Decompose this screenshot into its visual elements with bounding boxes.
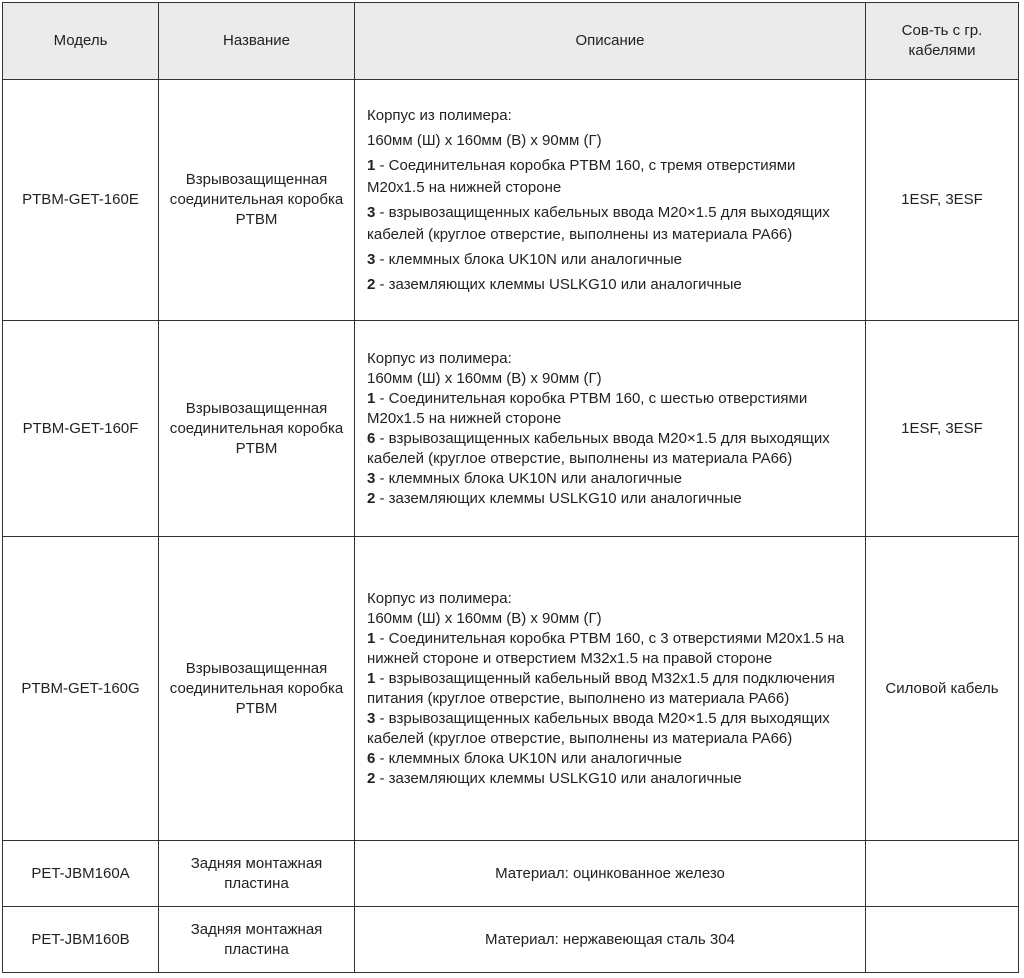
description-line: Корпус из полимера:	[367, 589, 512, 607]
description-line: Материал: нержавеющая сталь 304	[485, 930, 735, 948]
model-cell: PET-JBM160B	[3, 907, 159, 973]
table-row	[3, 321, 1019, 537]
description-line: 2 - заземляющих клеммы USLKG10 или аналогичные	[367, 275, 742, 293]
description-line: 6 - взрывозащищенных кабельных ввода M20×1.5 для выходящих кабелей (круглое отверстие, выполнены из материала PA66)	[367, 429, 830, 467]
description-cell	[355, 321, 866, 537]
compat-cell	[866, 841, 1019, 907]
description-line: 3 - взрывозащищенных кабельных ввода M20×1.5 для выходящих кабелей (круглое отверстие, выполнены из материала PA66)	[367, 203, 830, 243]
description-cell	[355, 907, 866, 973]
description-line: Корпус из полимера:	[367, 106, 512, 124]
table-row	[3, 537, 1019, 841]
name-cell: Задняя монтажная пластина	[159, 841, 355, 907]
description-line: 1 - Соединительная коробка PTBM 160, с тремя отверстиями M20x1.5 на нижней стороне	[367, 156, 796, 196]
header-name: Название	[159, 3, 355, 80]
header-compat: Сов-ть с гр. кабелями	[866, 3, 1019, 80]
model-cell: PTBM-GET-160E	[3, 80, 159, 321]
description-line: 160мм (Ш) х 160мм (В) х 90мм (Г)	[367, 131, 602, 149]
compat-cell: 1ESF, 3ESF	[866, 80, 1019, 321]
name-cell: Задняя монтажная пластина	[159, 907, 355, 973]
description-line: 6 - клеммных блока UK10N или аналогичные	[367, 749, 682, 767]
description-line: 1 - Соединительная коробка PTBM 160, с 3 отверстиями M20x1.5 на нижней стороне и отверстием M32x1.5 на правой стороне	[367, 629, 845, 667]
description-cell	[355, 80, 866, 321]
table-row	[3, 80, 1019, 321]
description-line: 1 - Соединительная коробка PTBM 160, с шестью отверстиями M20x1.5 на нижней стороне	[367, 389, 808, 427]
description-cell	[355, 841, 866, 907]
name-cell: Взрывозащищенная соединительная коробка PTBM	[159, 80, 355, 321]
description-line: Материал: оцинкованное железо	[495, 864, 725, 882]
description-line: 3 - клеммных блока UK10N или аналогичные	[367, 469, 682, 487]
description-line: 1 - взрывозащищенный кабельный ввод M32x1.5 для подключения питания (круглое отверстие, выполнено из материала PA66)	[367, 669, 835, 707]
description-line: 160мм (Ш) х 160мм (В) х 90мм (Г)	[367, 609, 602, 627]
table-header-row	[3, 3, 1019, 80]
table-row	[3, 841, 1019, 907]
description-line: Корпус из полимера:	[367, 349, 512, 367]
model-cell: PTBM-GET-160F	[3, 321, 159, 537]
name-cell: Взрывозащищенная соединительная коробка PTBM	[159, 537, 355, 841]
compat-cell	[866, 907, 1019, 973]
description-line: 2 - заземляющих клеммы USLKG10 или аналогичные	[367, 489, 742, 507]
product-spec-table	[2, 2, 1019, 973]
name-cell: Взрывозащищенная соединительная коробка PTBM	[159, 321, 355, 537]
description-line: 160мм (Ш) х 160мм (В) х 90мм (Г)	[367, 369, 602, 387]
compat-cell: Силовой кабель	[866, 537, 1019, 841]
model-cell: PET-JBM160A	[3, 841, 159, 907]
header-model: Модель	[3, 3, 159, 80]
description-line: 3 - взрывозащищенных кабельных ввода M20×1.5 для выходящих кабелей (круглое отверстие, выполнены из материала PA66)	[367, 709, 830, 747]
description-cell	[355, 537, 866, 841]
description-line: 3 - клеммных блока UK10N или аналогичные	[367, 250, 682, 268]
model-cell: PTBM-GET-160G	[3, 537, 159, 841]
compat-cell: 1ESF, 3ESF	[866, 321, 1019, 537]
description-line: 2 - заземляющих клеммы USLKG10 или аналогичные	[367, 769, 742, 787]
table-row	[3, 907, 1019, 973]
header-description: Описание	[355, 3, 866, 80]
